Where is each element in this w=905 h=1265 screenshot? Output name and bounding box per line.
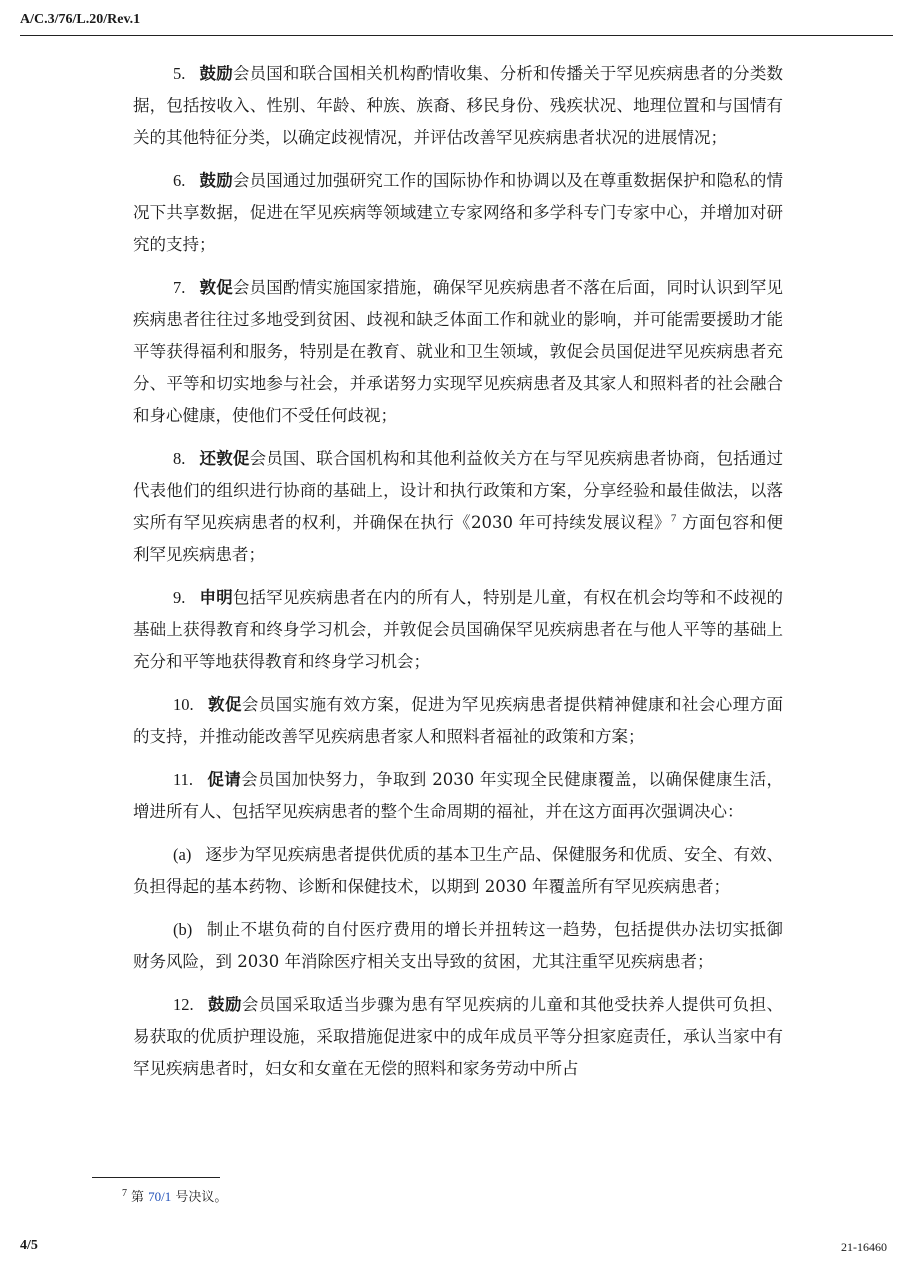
footnote-suffix: 号决议。 [171, 1190, 228, 1205]
paragraph-number: 7. [173, 278, 186, 297]
page-number: 4/5 [20, 1238, 38, 1253]
paragraph-number: 12. [173, 995, 194, 1014]
paragraph-11 [133, 764, 783, 828]
paragraph-9 [133, 582, 783, 678]
paragraph-text: 包括罕见疾病患者在内的所有人，特别是儿童，有权在机会均等和不歧视的基础上获得教育和终身学习机会，并敦促会员国确保罕见疾病患者在与他人平等的基础上充分和平等地获得教育和终身学习机会； [133, 588, 784, 671]
paragraph-text: 会员国实施有效方案，促进为罕见疾病患者提供精神健康和社会心理方面的支持，并推动能改善罕见疾病患者家人和照料者福祉的政策和方案； [133, 695, 784, 746]
paragraph-text-after: 方面包容和便利罕见疾病患者； [133, 513, 783, 564]
subparagraph-a [133, 839, 783, 903]
resolution-body [133, 58, 783, 1096]
paragraph-number: 10. [173, 695, 194, 714]
footnote [122, 1186, 227, 1205]
paragraph-text: 会员国采取适当步骤为患有罕见疾病的儿童和其他受扶养人提供可负担、易获取的优质护理设施，采取措施促进家中的成年成员平等分担家庭责任，承认当家中有罕见疾病患者时，妇女和女童在无偿的照料和家务劳动中所占 [133, 995, 784, 1078]
paragraph-number: 6. [173, 171, 186, 190]
footnote-marker: 7 [670, 512, 677, 525]
paragraph-number: 9. [173, 588, 186, 607]
document-symbol: A/C.3/76/L.20/Rev.1 [20, 12, 141, 27]
subparagraph-label: (b) [173, 920, 193, 939]
paragraph-text: 会员国、联合国机构和其他利益攸关方在与罕见疾病患者协商，包括通过代表他们的组织进行协商的基础上，设计和执行政策和方案，分享经验和最佳做法，以落实所有罕见疾病患者的权利，并确保在执行《2030 年可持续发展议程》 [133, 449, 784, 532]
paragraph-6 [133, 165, 783, 261]
paragraph-12 [133, 989, 783, 1085]
resolution-link[interactable]: 70/1 [148, 1189, 172, 1204]
operative-keyword: 鼓励 [199, 171, 233, 190]
paragraph-10 [133, 689, 783, 753]
paragraph-8 [133, 443, 783, 571]
footnote-prefix: 第 [131, 1190, 149, 1205]
paragraph-number: 8. [173, 449, 186, 468]
document-number: 21-16460 [841, 1240, 887, 1254]
operative-keyword: 促请 [207, 770, 242, 789]
paragraph-text: 会员国和联合国相关机构酌情收集、分析和传播关于罕见疾病患者的分类数据，包括按收入、性别、年龄、种族、族裔、移民身份、残疾状况、地理位置和与国情有关的其他特征分类，以确定歧视情况，并评估改善罕见疾病患者状况的进展情况； [133, 64, 784, 147]
paragraph-text: 制止不堪负荷的自付医疗费用的增长并扭转这一趋势，包括提供办法切实抵御财务风险，到 2030 年消除医疗相关支出导致的贫困，尤其注重罕见疾病患者； [133, 920, 783, 971]
operative-keyword: 鼓励 [199, 64, 233, 83]
subparagraph-b [133, 914, 783, 978]
operative-keyword: 敦促 [199, 278, 233, 297]
paragraph-text: 会员国通过加强研究工作的国际协作和协调以及在尊重数据保护和隐私的情况下共享数据，促进在罕见疾病等领域建立专家网络和多学科专门专家中心，并增加对研究的支持； [133, 171, 784, 254]
operative-keyword: 还敦促 [199, 449, 250, 468]
paragraph-7 [133, 272, 783, 432]
header-rule [20, 35, 893, 36]
paragraph-5 [133, 58, 783, 154]
paragraph-number: 5. [173, 64, 186, 83]
paragraph-text: 会员国酌情实施国家措施，确保罕见疾病患者不落在后面，同时认识到罕见疾病患者往往过多地受到贫困、歧视和缺乏体面工作和就业的影响，并可能需要援助才能平等获得福利和服务，特别是在教育、就业和卫生领域，敦促会员国促进罕见疾病患者充分、平等和切实地参与社会，并承诺努力实现罕见疾病患者及其家人和照料者的社会融合和身心健康，使他们不受任何歧视； [133, 278, 784, 425]
footnote-rule [92, 1177, 220, 1178]
operative-keyword: 鼓励 [207, 995, 242, 1014]
paragraph-number: 11. [173, 770, 194, 789]
footnote-number: 7 [122, 1187, 127, 1199]
paragraph-text: 会员国加快努力，争取到 2030 年实现全民健康覆盖，以确保健康生活，增进所有人、包括罕见疾病患者的整个生命周期的福祉，并在这方面再次强调决心： [133, 770, 783, 821]
operative-keyword: 申明 [199, 588, 233, 607]
subparagraph-label: (a) [173, 845, 192, 864]
operative-keyword: 敦促 [207, 695, 242, 714]
paragraph-text: 逐步为罕见疾病患者提供优质的基本卫生产品、保健服务和优质、安全、有效、负担得起的基本药物、诊断和保健技术，以期到 2030 年覆盖所有罕见疾病患者； [133, 845, 783, 896]
